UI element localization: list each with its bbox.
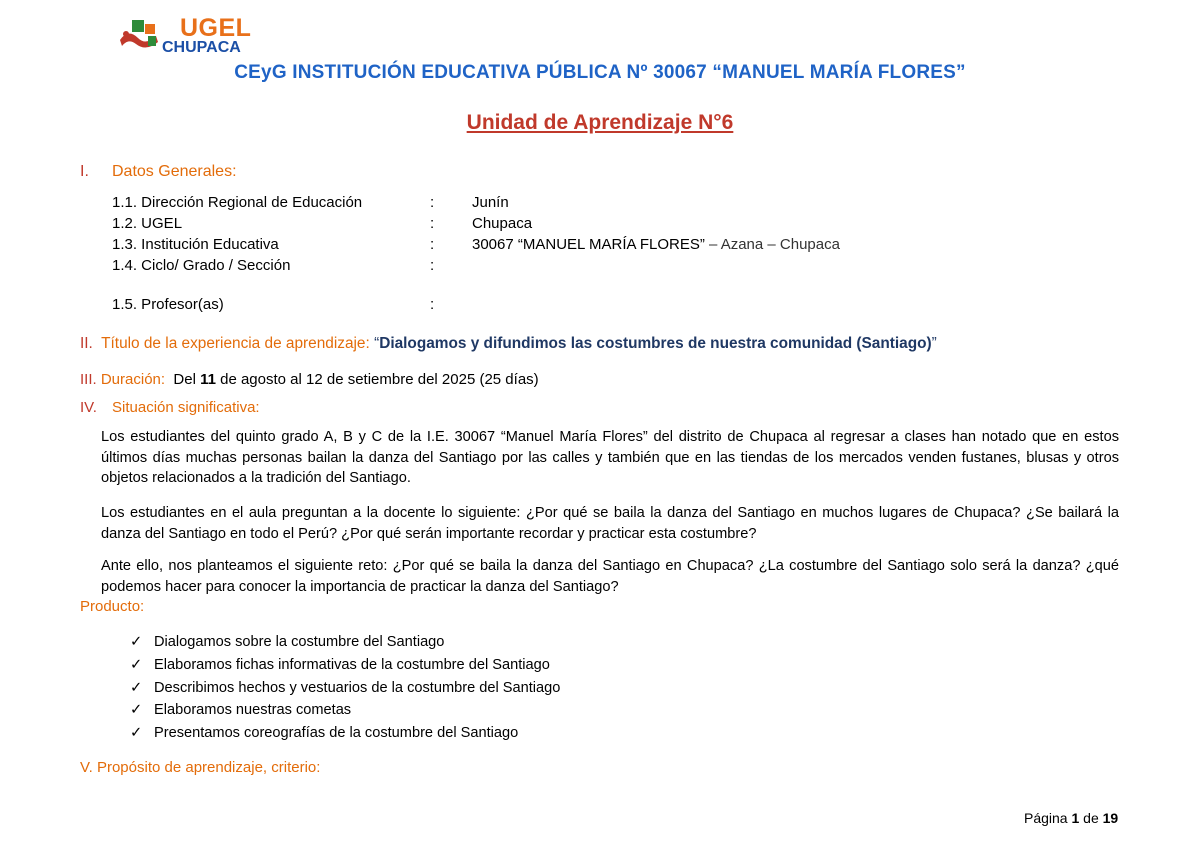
row-value-dre: Junín (472, 194, 509, 211)
row-label-dre: 1.1. Dirección Regional de Educación (112, 194, 363, 211)
ugel-chupaca-logo (118, 14, 252, 58)
row-colon: : (430, 296, 435, 313)
situation-paragraph-1: Los estudiantes del quinto grado A, B y C de la I.E. 30067 “Manuel María Flores” del distrito de Chupaca al regresar a clases han notado que en estos últimos días muchas personas bailan la danza del Santiago por las calles y también que en las tiendas de los mercados venden fustanes, blusas y otros objetos relacionados a la tradición del Santiago. (101, 429, 1119, 486)
list-item (130, 633, 444, 650)
list-item-text: Describimos hechos y vestuarios de la costumbre del Santiago (154, 680, 561, 696)
list-item-text: Elaboramos fichas informativas de la costumbre del Santiago (154, 657, 550, 673)
row-colon: : (430, 257, 435, 274)
row-label-cycle: 1.4. Ciclo/ Grado / Sección (112, 257, 291, 274)
section-3-line (80, 371, 539, 388)
list-item (130, 701, 351, 718)
page-number (1024, 810, 1118, 826)
check-icon: ✓ (130, 702, 143, 718)
product-title: Producto: (80, 598, 145, 615)
ugel-emblem-icon (118, 18, 166, 52)
row-label-institution: 1.3. Institución Educativa (112, 236, 279, 253)
logo-chupaca-text: CHUPACA (162, 39, 241, 56)
section-4-title: Situación significativa: (112, 399, 260, 416)
row-label-teacher: 1.5. Profesor(as) (112, 296, 224, 313)
list-item-text: Elaboramos nuestras cometas (154, 702, 352, 718)
check-icon: ✓ (130, 634, 143, 650)
list-item-text: Presentamos coreografías de la costumbre del Santiago (154, 725, 519, 741)
section-2-sep: : (365, 335, 375, 352)
section-1-title: Datos Generales: (112, 163, 237, 180)
section-4-number: IV. (80, 399, 97, 416)
unit-title: Unidad de Aprendizaje N°6 (466, 111, 734, 134)
page-current: 1 (1071, 810, 1080, 826)
situation-paragraph-2: Los estudiantes en el aula preguntan a la docente lo siguiente: ¿Por qué se baila la danza del Santiago en muchos lugares de Chupaca? ¿Se bailará la danza del Santiago en todo el Perú? ¿Por qué serán importante recordar y practicar esta costumbre? (101, 505, 1119, 542)
row-colon: : (430, 236, 435, 253)
list-item (130, 679, 560, 696)
check-icon: ✓ (130, 725, 143, 741)
logo-ugel-text: UGEL (180, 14, 252, 42)
section-2-line (80, 335, 937, 353)
check-icon: ✓ (130, 680, 143, 696)
section-5-title: V. Propósito de aprendizaje, criterio: (80, 759, 321, 776)
list-item (130, 724, 518, 741)
row-value-institution (472, 236, 840, 253)
row-label-ugel: 1.2. UGEL (112, 215, 183, 232)
experience-title: Dialogamos y difundimos las costumbres de nuestra comunidad (Santiago) (379, 335, 932, 352)
section-2-title: Título de la experiencia de aprendizaje (101, 335, 366, 352)
page-word: Página (1024, 810, 1072, 826)
duration-pre: Del (173, 371, 201, 388)
duration-start-day: 11 (200, 371, 216, 388)
section-3-title: Duración: (100, 371, 166, 388)
duration-rest: de agosto al 12 de setiembre del 2025 (25 días) (215, 371, 539, 388)
section-3-number: III. (80, 371, 97, 388)
row-colon: : (430, 215, 435, 232)
institution-name: 30067 “MANUEL MARÍA FLORES” (472, 236, 705, 253)
check-icon: ✓ (130, 657, 143, 673)
list-item-text: Dialogamos sobre la costumbre del Santiago (154, 634, 445, 650)
row-value-ugel: Chupaca (472, 215, 533, 232)
institution-location: – Azana – Chupaca (704, 236, 840, 253)
close-quote: ” (931, 335, 937, 352)
page-total: 19 (1102, 810, 1119, 826)
section-1-number: I. (80, 163, 89, 180)
page-of: de (1079, 810, 1103, 826)
open-quote: “ (374, 335, 380, 352)
list-item (130, 656, 550, 673)
row-colon: : (430, 194, 435, 211)
situation-paragraph-3: Ante ello, nos planteamos el siguiente reto: ¿Por qué se baila la danza del Santiago en Chupaca? ¿La costumbre del Santiago solo será la danza? ¿qué podemos hacer para conocer la importancia de practicar la danza del Santiago? (101, 558, 1119, 595)
school-heading: CEyG INSTITUCIÓN EDUCATIVA PÚBLICA Nº 30067 “MANUEL MARÍA FLORES” (234, 62, 966, 83)
section-2-number: II. (80, 335, 93, 352)
